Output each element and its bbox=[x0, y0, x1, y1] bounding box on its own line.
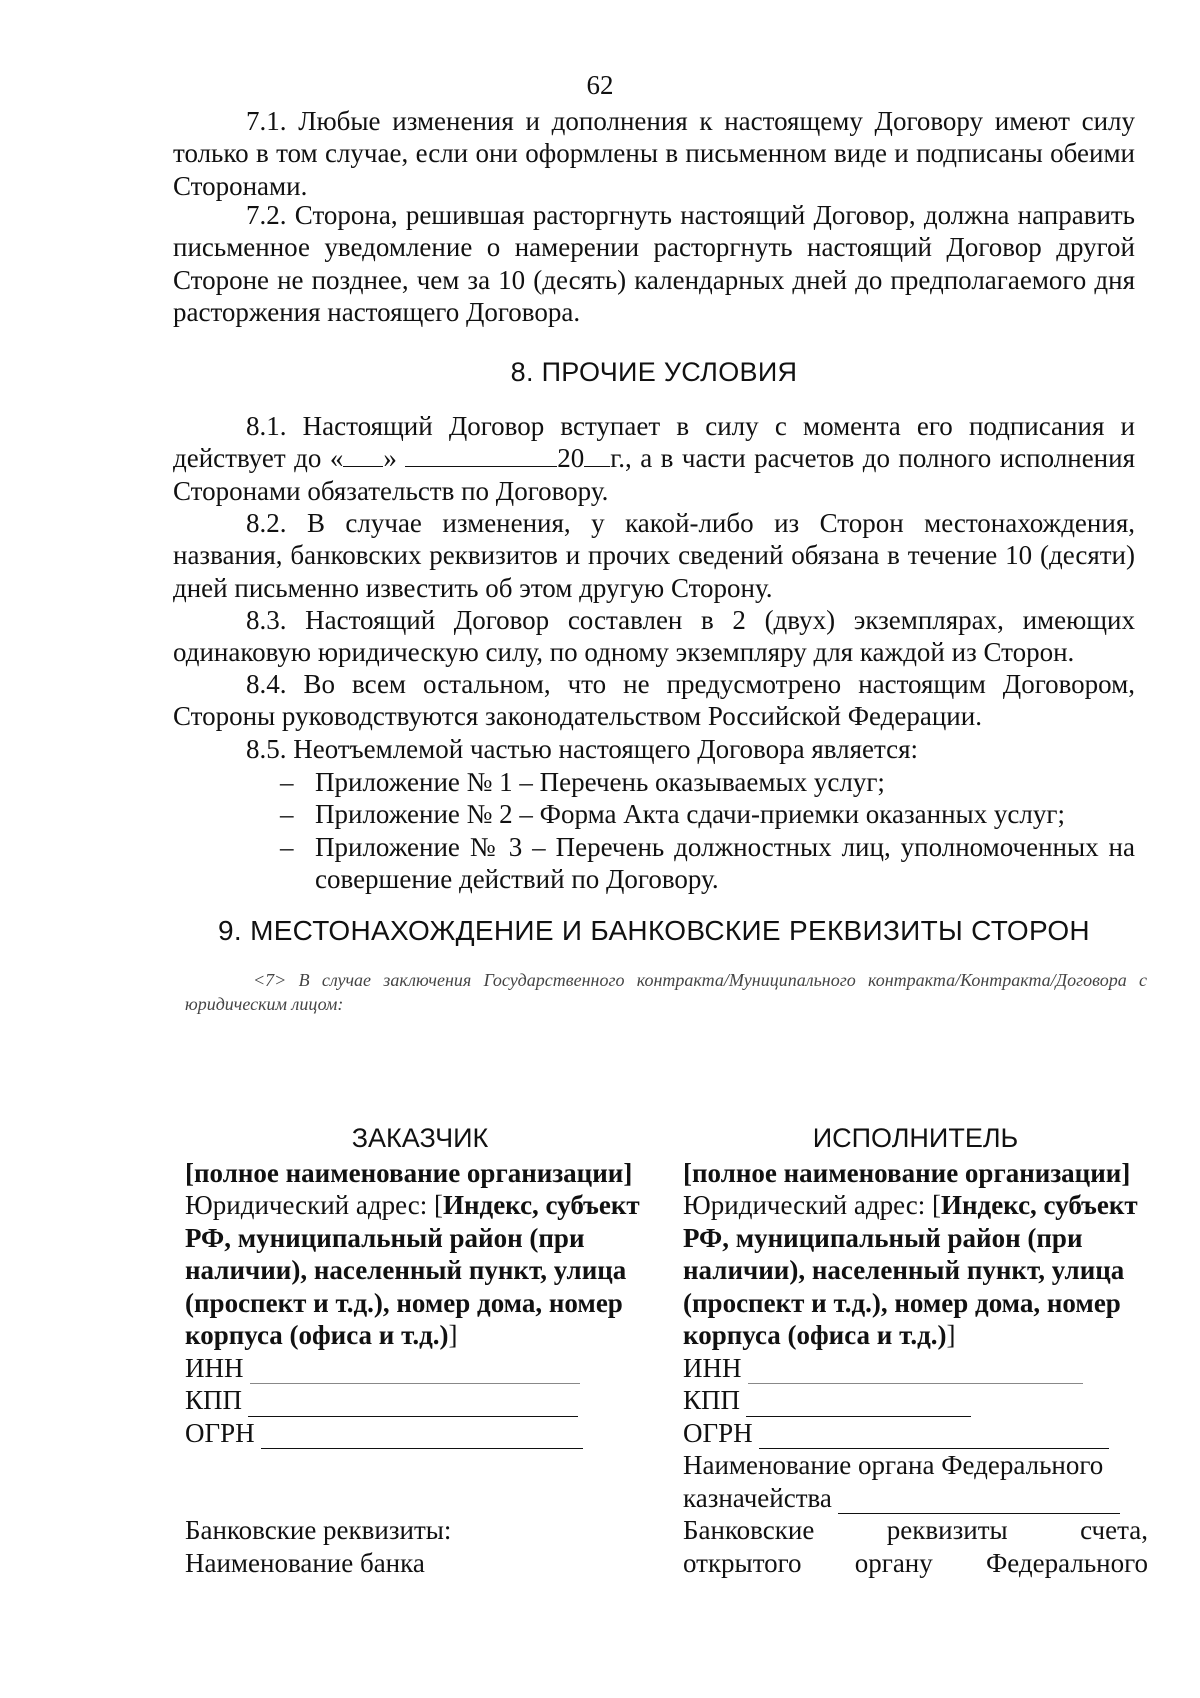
section-8-heading: 8. ПРОЧИЕ УСЛОВИЯ bbox=[510, 357, 798, 387]
contractor-bank-details-1: Банковские реквизиты счета, bbox=[683, 1515, 1148, 1545]
paragraph-8-5: 8.5. Неотъемлемой частью настоящего Договора является: bbox=[246, 734, 919, 764]
contractor-title: ИСПОЛНИТЕЛЬ bbox=[812, 1123, 1019, 1153]
customer-column bbox=[185, 1122, 655, 1579]
paragraph-8-1-part2: г., а в части расчетов до полного исполнения Сторонами обязательств по Договору. bbox=[173, 443, 1135, 506]
customer-kpp: КПП bbox=[185, 1384, 655, 1417]
list-dash: – bbox=[280, 799, 294, 830]
section-9-heading: 9. МЕСТОНАХОЖДЕНИЕ И БАНКОВСКИЕ РЕКВИЗИТЫ СТОРОН bbox=[218, 915, 1090, 946]
annex-list bbox=[280, 766, 1135, 896]
contractor-org-name: [полное наименование организации] bbox=[683, 1157, 1131, 1188]
paragraph-7-1: 7.1. Любые изменения и дополнения к настоящему Договору имеют силу только в том случае, если они оформлены в письменном виде и подписаны обеими Сторонами. bbox=[173, 106, 1135, 201]
month-blank bbox=[405, 444, 557, 467]
contractor-ogrn: ОГРН bbox=[683, 1417, 1148, 1450]
customer-bank-details: Банковские реквизиты: bbox=[185, 1515, 452, 1545]
paragraph-8-1-part1: 8.1. Настоящий Договор вступает в силу с момента его подписания и действует до « bbox=[173, 411, 1135, 474]
year-blank bbox=[584, 444, 610, 467]
list-item: – Приложение № 3 – Перечень должностных лиц, уполномоченных на совершение действий по Договору. bbox=[280, 831, 1135, 895]
inn-blank bbox=[748, 1361, 1083, 1384]
inn-blank bbox=[250, 1361, 580, 1384]
paragraph-8-3: 8.3. Настоящий Договор составлен в 2 (двух) экземплярах, имеющих одинаковую юридическую силу, по одному экземпляру для каждой из Сторон. bbox=[173, 605, 1135, 668]
paragraph-8-1 bbox=[173, 410, 1135, 507]
customer-title: ЗАКАЗЧИК bbox=[351, 1123, 489, 1153]
ogrn-blank bbox=[261, 1426, 583, 1449]
kpp-blank bbox=[248, 1394, 578, 1417]
list-item: – Приложение № 1 – Перечень оказываемых услуг; bbox=[280, 767, 885, 797]
list-dash: – bbox=[280, 831, 294, 862]
footnote-7: <7> В случае заключения Государственного контракта/Муниципального контракта/Контракта/Договора с юридическим лицом: bbox=[185, 970, 1147, 1014]
customer-ogrn: ОГРН bbox=[185, 1417, 655, 1450]
paragraph-8-2: 8.2. В случае изменения, у какой-либо из Сторон местонахождения, названия, банковских реквизитов и прочих сведений обязана в течение 10 (десяти) дней письменно известить об этом другую Сторону. bbox=[173, 508, 1135, 603]
contractor-address: Юридический адрес: [Индекс, субъект РФ, муниципальный район (при наличии), населенный пункт, улица (проспект и т.д.), номер дома, номер корпуса (офиса и т.д.)] bbox=[683, 1190, 1138, 1350]
contractor-treasury-label: Наименование органа Федерального bbox=[683, 1450, 1104, 1480]
contractor-inn: ИНН bbox=[683, 1352, 1148, 1385]
customer-inn: ИНН bbox=[185, 1352, 655, 1385]
treasury-blank bbox=[838, 1491, 1120, 1514]
year-prefix: 20 bbox=[557, 443, 585, 474]
customer-bank-name: Наименование банка bbox=[185, 1547, 425, 1578]
paragraph-7-2: 7.2. Сторона, решившая расторгнуть настоящий Договор, должна направить письменное уведомление о намерении расторгнуть настоящий Договор другой Стороне не позднее, чем за 10 (десять) календарных дней до предполагаемого дня расторжения настоящего Договора. bbox=[173, 200, 1135, 328]
customer-address: Юридический адрес: [Индекс, субъект РФ, муниципальный район (при наличии), населенный пункт, улица (проспект и т.д.), номер дома, номер корпуса (офиса и т.д.)] bbox=[185, 1190, 640, 1350]
day-blank bbox=[343, 444, 383, 467]
contractor-kpp: КПП bbox=[683, 1384, 1148, 1417]
quote-close: » bbox=[383, 443, 397, 474]
customer-org-name: [полное наименование организации] bbox=[185, 1157, 633, 1188]
ogrn-blank bbox=[759, 1426, 1109, 1449]
paragraph-8-4: 8.4. Во всем остальном, что не предусмотрено настоящим Договором, Стороны руководствуются законодательством Российской Федерации. bbox=[173, 669, 1135, 732]
list-item: – Приложение № 2 – Форма Акта сдачи-приемки оказанных услуг; bbox=[280, 799, 1065, 830]
contractor-column bbox=[683, 1122, 1148, 1579]
list-dash: – bbox=[280, 767, 294, 797]
contractor-bank-details-2: открытого органу Федерального bbox=[683, 1547, 1148, 1578]
kpp-blank bbox=[746, 1394, 971, 1417]
contractor-treasury: казначейства bbox=[683, 1482, 1148, 1515]
page-number: 62 bbox=[586, 70, 614, 100]
